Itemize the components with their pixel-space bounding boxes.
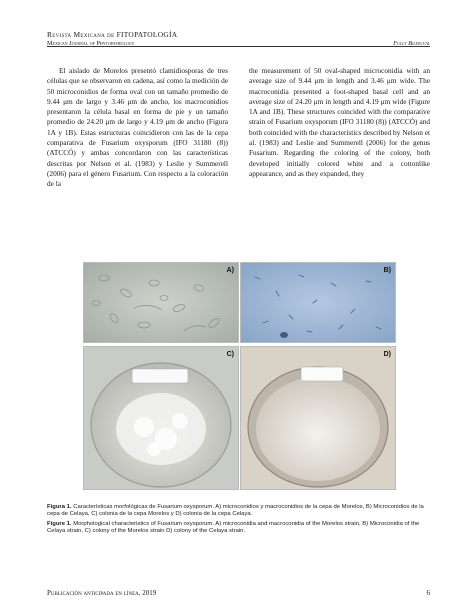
panel-c-colony-dish — [83, 346, 239, 490]
caption-en-text: Morphological characteristics of Fusarium oxysporum. A) microconidia and macroconidia of the Morelos strain, B) Microconidia of the Celaya strain, C) colony of the Morelos strain D) colony of the Celaya strain. — [47, 521, 420, 535]
header-rule — [47, 46, 430, 47]
spanish-column — [47, 66, 228, 190]
publication-note: Publicación anticipada en línea, 2019 — [47, 589, 157, 597]
english-paragraph: the measurement of 50 oval-shaped microconidia with an average size of 9.44 μm in length and 3.46 μm wide. The macroconidia presented a foot-shaped basal cell and an average size of 24.20 μm in length and 4.19 μm wide (Figure 1A and 1B). These structures coincided with the comparative strain of Fusarium oxysporum (IFO 31180 (8)) (ATCCÓ) and both coincided with the characteristics described by Nelson et al. (1983) and Leslie and Summerell (2006) for the genus Fusarium. Regarding the coloring of the colony, both developed initially colored white and a cottonlike appearance, and as they expanded, they — [249, 66, 430, 178]
colony-c-image — [84, 347, 238, 489]
caption-es-label: Figura 1. — [47, 504, 72, 510]
page-number: 6 — [426, 589, 430, 597]
caption-en-label: Figure 1. — [47, 521, 72, 527]
journal-title-es: Revista Mexicana de FITOPATOLOGÍA — [47, 30, 178, 39]
panel-c-label: C) — [226, 351, 234, 358]
journal-title-en: Mexican Journal of Phytopathology — [47, 40, 135, 47]
caption-es-text: Características morfológicas de Fusarium oxysporum. A) microconidios y macroconidios de la cepa de Morelos, B) Microconidios de la cepa de Celaya, C) colonia de la cepa Morelos y D) colonia de la cepa Celaya. — [47, 504, 424, 518]
edition-label: Fully Bilingual — [393, 40, 430, 47]
panel-d-label: D) — [383, 351, 391, 358]
caption-english — [47, 521, 430, 535]
panel-a-micrograph — [83, 262, 239, 343]
running-header — [47, 30, 430, 47]
running-footer — [47, 589, 430, 597]
panel-a-label: A) — [226, 267, 234, 274]
spanish-paragraph: El aislado de Morelos presentó clamidiosporas de tres células que se observaron en cadena, así como la medición de 50 microconidios de forma oval con un tamaño promedio de 9.44 μm de largo y 3.46 μm de ancho, los macroconidios presentaron la célula basal en forma de pie y un tamaño promedio de 24.20 μm de largo y 4.19 μm de ancho (Figura 1A y 1B). Estas estructuras coincidieron con las de la cepa comparativa de Fusarium oxysporum (IFO 31180 (8)) (ATCCÓ) y ambas concordaron con las características descritas por Nelson et al. (1983) y Leslie y Summerell (2006) para el género Fusarium. Con respecto a la coloración de la — [47, 66, 228, 189]
colony-d-image — [241, 347, 395, 489]
panel-b-micrograph — [240, 262, 396, 343]
english-column — [249, 66, 430, 179]
figure-1 — [83, 262, 394, 488]
panel-b-label: B) — [383, 267, 391, 274]
panel-d-colony-dish — [240, 346, 396, 490]
micrograph-a-image — [84, 263, 238, 342]
micrograph-b-image — [241, 263, 395, 342]
caption-spanish — [47, 504, 430, 518]
